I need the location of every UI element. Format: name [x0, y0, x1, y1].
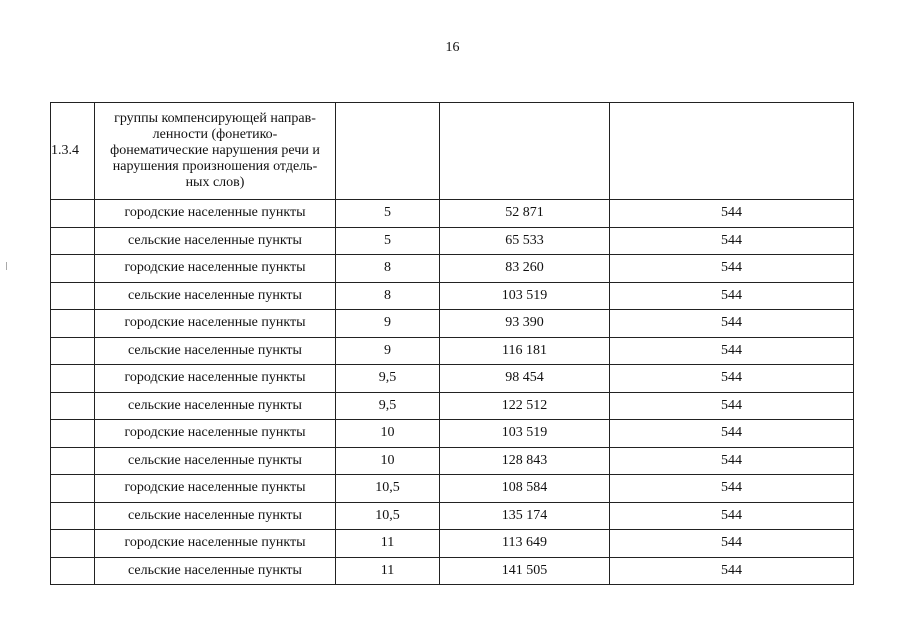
- settlement-type-cell: городские населенные пункты: [95, 255, 336, 283]
- table-row: [51, 447, 854, 475]
- table-row: [51, 365, 854, 393]
- row-number-cell: [51, 337, 95, 365]
- value-c-cell: 544: [610, 200, 854, 228]
- page-number: 16: [445, 40, 460, 55]
- value-c-cell: 544: [610, 447, 854, 475]
- value-a-cell: 10,5: [336, 475, 440, 503]
- settlement-type-cell: сельские населенные пункты: [95, 392, 336, 420]
- value-b-cell: 113 649: [440, 530, 610, 558]
- section-number: 1.3.4: [51, 103, 95, 200]
- value-a-cell: 10: [336, 447, 440, 475]
- row-number-cell: [51, 282, 95, 310]
- row-number-cell: [51, 310, 95, 338]
- settlement-type-cell: городские населенные пункты: [95, 475, 336, 503]
- row-number-cell: [51, 420, 95, 448]
- value-b-cell: 98 454: [440, 365, 610, 393]
- row-number-cell: [51, 227, 95, 255]
- row-number-cell: [51, 475, 95, 503]
- table-row: [51, 227, 854, 255]
- row-number-cell: [51, 557, 95, 585]
- margin-mark: [6, 262, 7, 270]
- section-title: [95, 103, 336, 200]
- value-b-cell: 141 505: [440, 557, 610, 585]
- table-row: [51, 255, 854, 283]
- settlement-type-cell: городские населенные пункты: [95, 530, 336, 558]
- value-c-cell: 544: [610, 255, 854, 283]
- value-c-cell: 544: [610, 557, 854, 585]
- table-row: [51, 392, 854, 420]
- value-b-cell: 108 584: [440, 475, 610, 503]
- settlement-type-cell: городские населенные пункты: [95, 200, 336, 228]
- value-b-cell: 122 512: [440, 392, 610, 420]
- table-row: [51, 337, 854, 365]
- section-title-line: группы компенсирующей направ-: [114, 111, 316, 126]
- value-b-cell: 65 533: [440, 227, 610, 255]
- settlement-type-cell: сельские населенные пункты: [95, 337, 336, 365]
- settlement-type-cell: городские населенные пункты: [95, 365, 336, 393]
- value-c-cell: 544: [610, 337, 854, 365]
- row-number-cell: [51, 530, 95, 558]
- section-header-row: [51, 103, 854, 200]
- row-number-cell: [51, 447, 95, 475]
- section-title-line: фонематические нарушения речи и: [110, 143, 320, 158]
- value-b-cell: 93 390: [440, 310, 610, 338]
- section-title-line: ных слов): [185, 175, 245, 190]
- row-number-cell: [51, 392, 95, 420]
- row-number-cell: [51, 255, 95, 283]
- value-a-cell: 5: [336, 200, 440, 228]
- value-b-cell: 83 260: [440, 255, 610, 283]
- value-a-cell: 8: [336, 282, 440, 310]
- settlement-type-cell: сельские населенные пункты: [95, 502, 336, 530]
- value-c-cell: 544: [610, 227, 854, 255]
- value-b-cell: 103 519: [440, 282, 610, 310]
- settlement-type-cell: сельские населенные пункты: [95, 282, 336, 310]
- value-c-cell: 544: [610, 365, 854, 393]
- table-row: [51, 557, 854, 585]
- value-c-cell: 544: [610, 282, 854, 310]
- value-a-cell: 11: [336, 557, 440, 585]
- settlement-type-cell: городские населенные пункты: [95, 420, 336, 448]
- value-a-cell: 5: [336, 227, 440, 255]
- table-row: [51, 475, 854, 503]
- value-b-cell: 135 174: [440, 502, 610, 530]
- settlement-type-cell: сельские населенные пункты: [95, 227, 336, 255]
- settlement-type-cell: сельские населенные пункты: [95, 557, 336, 585]
- row-number-cell: [51, 365, 95, 393]
- header-cell-empty: [610, 103, 854, 200]
- header-cell-empty: [336, 103, 440, 200]
- table-row: [51, 420, 854, 448]
- value-c-cell: 544: [610, 420, 854, 448]
- value-a-cell: 9,5: [336, 392, 440, 420]
- header-cell-empty: [440, 103, 610, 200]
- row-number-cell: [51, 200, 95, 228]
- value-b-cell: 116 181: [440, 337, 610, 365]
- value-b-cell: 128 843: [440, 447, 610, 475]
- value-c-cell: 544: [610, 530, 854, 558]
- table-row: [51, 310, 854, 338]
- settlement-type-cell: городские населенные пункты: [95, 310, 336, 338]
- value-a-cell: 9: [336, 337, 440, 365]
- value-a-cell: 9: [336, 310, 440, 338]
- value-a-cell: 9,5: [336, 365, 440, 393]
- settlement-type-cell: сельские населенные пункты: [95, 447, 336, 475]
- row-number-cell: [51, 502, 95, 530]
- value-c-cell: 544: [610, 502, 854, 530]
- value-a-cell: 8: [336, 255, 440, 283]
- value-a-cell: 10,5: [336, 502, 440, 530]
- table-row: [51, 502, 854, 530]
- data-table: [50, 102, 854, 585]
- value-a-cell: 10: [336, 420, 440, 448]
- value-c-cell: 544: [610, 475, 854, 503]
- table-row: [51, 282, 854, 310]
- value-a-cell: 11: [336, 530, 440, 558]
- value-b-cell: 52 871: [440, 200, 610, 228]
- section-title-line: нарушения произношения отдель-: [112, 159, 318, 174]
- table-row: [51, 530, 854, 558]
- section-title-line: ленности (фонетико-: [152, 127, 278, 142]
- value-c-cell: 544: [610, 392, 854, 420]
- value-c-cell: 544: [610, 310, 854, 338]
- value-b-cell: 103 519: [440, 420, 610, 448]
- table-row: [51, 200, 854, 228]
